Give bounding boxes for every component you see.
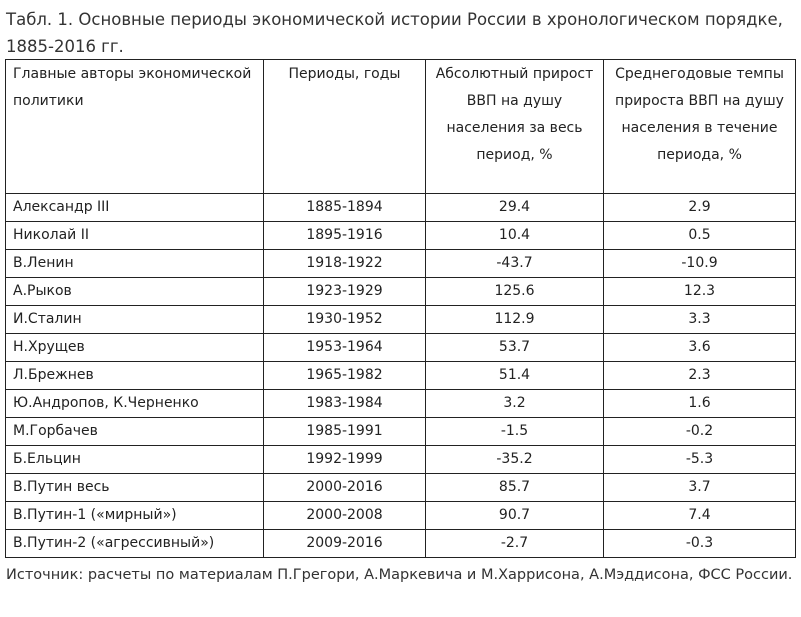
cell-annual-growth: -10.9 xyxy=(604,250,796,278)
cell-absolute-growth: 112.9 xyxy=(426,306,604,334)
cell-author: Ю.Андропов, К.Черненко xyxy=(6,390,264,418)
cell-absolute-growth: 53.7 xyxy=(426,334,604,362)
cell-absolute-growth: 90.7 xyxy=(426,502,604,530)
cell-author: Н.Хрущев xyxy=(6,334,264,362)
cell-author: А.Рыков xyxy=(6,278,264,306)
cell-period: 2009-2016 xyxy=(264,530,426,558)
cell-author: Николай II xyxy=(6,222,264,250)
cell-period: 1918-1922 xyxy=(264,250,426,278)
cell-author: М.Горбачев xyxy=(6,418,264,446)
cell-period: 1983-1984 xyxy=(264,390,426,418)
cell-period: 1985-1991 xyxy=(264,418,426,446)
cell-period: 1992-1999 xyxy=(264,446,426,474)
cell-author: Александр III xyxy=(6,194,264,222)
table-row xyxy=(6,502,796,530)
cell-annual-growth: 7.4 xyxy=(604,502,796,530)
cell-absolute-growth: 51.4 xyxy=(426,362,604,390)
cell-author: В.Путин весь xyxy=(6,474,264,502)
cell-author: Б.Ельцин xyxy=(6,446,264,474)
cell-annual-growth: 1.6 xyxy=(604,390,796,418)
cell-annual-growth: 3.6 xyxy=(604,334,796,362)
cell-period: 1953-1964 xyxy=(264,334,426,362)
table-row xyxy=(6,446,796,474)
table-row xyxy=(6,306,796,334)
cell-period: 1885-1894 xyxy=(264,194,426,222)
table-row xyxy=(6,362,796,390)
cell-author: И.Сталин xyxy=(6,306,264,334)
header-annual-growth: Среднегодовые темпы прироста ВВП на душу населения в течение периода, % xyxy=(604,60,796,194)
cell-annual-growth: -5.3 xyxy=(604,446,796,474)
cell-absolute-growth: 85.7 xyxy=(426,474,604,502)
cell-annual-growth: 0.5 xyxy=(604,222,796,250)
table-row xyxy=(6,250,796,278)
cell-annual-growth: 2.3 xyxy=(604,362,796,390)
cell-absolute-growth: -43.7 xyxy=(426,250,604,278)
cell-absolute-growth: 3.2 xyxy=(426,390,604,418)
cell-author: В.Путин-2 («агрессивный») xyxy=(6,530,264,558)
table-row xyxy=(6,530,796,558)
header-row xyxy=(6,60,796,194)
table-row xyxy=(6,222,796,250)
cell-author: Л.Брежнев xyxy=(6,362,264,390)
cell-annual-growth: 2.9 xyxy=(604,194,796,222)
cell-author: В.Путин-1 («мирный») xyxy=(6,502,264,530)
cell-period: 1930-1952 xyxy=(264,306,426,334)
cell-period: 1923-1929 xyxy=(264,278,426,306)
cell-period: 1965-1982 xyxy=(264,362,426,390)
cell-annual-growth: 12.3 xyxy=(604,278,796,306)
header-absolute-growth: Абсолютный прирост ВВП на душу населения за весь период, % xyxy=(426,60,604,194)
cell-period: 2000-2008 xyxy=(264,502,426,530)
table-row xyxy=(6,334,796,362)
cell-absolute-growth: -35.2 xyxy=(426,446,604,474)
cell-annual-growth: -0.3 xyxy=(604,530,796,558)
table-title: Табл. 1. Основные периоды экономической истории России в хронологическом порядке, 1885-2016 гг. xyxy=(6,10,783,56)
table-row xyxy=(6,390,796,418)
cell-period: 2000-2016 xyxy=(264,474,426,502)
table-row xyxy=(6,474,796,502)
cell-absolute-growth: 125.6 xyxy=(426,278,604,306)
cell-annual-growth: 3.7 xyxy=(604,474,796,502)
cell-author: В.Ленин xyxy=(6,250,264,278)
cell-annual-growth: -0.2 xyxy=(604,418,796,446)
cell-absolute-growth: 29.4 xyxy=(426,194,604,222)
header-authors: Главные авторы экономической политики xyxy=(6,60,264,194)
data-table xyxy=(5,59,796,558)
table-row xyxy=(6,278,796,306)
table-row xyxy=(6,194,796,222)
cell-absolute-growth: -1.5 xyxy=(426,418,604,446)
cell-period: 1895-1916 xyxy=(264,222,426,250)
source-note: Источник: расчеты по материалам П.Грегори, А.Маркевича и М.Харрисона, А.Мэддисона, ФСС России. xyxy=(6,567,793,583)
cell-absolute-growth: -2.7 xyxy=(426,530,604,558)
cell-absolute-growth: 10.4 xyxy=(426,222,604,250)
cell-annual-growth: 3.3 xyxy=(604,306,796,334)
table-row xyxy=(6,418,796,446)
header-periods: Периоды, годы xyxy=(264,60,426,194)
